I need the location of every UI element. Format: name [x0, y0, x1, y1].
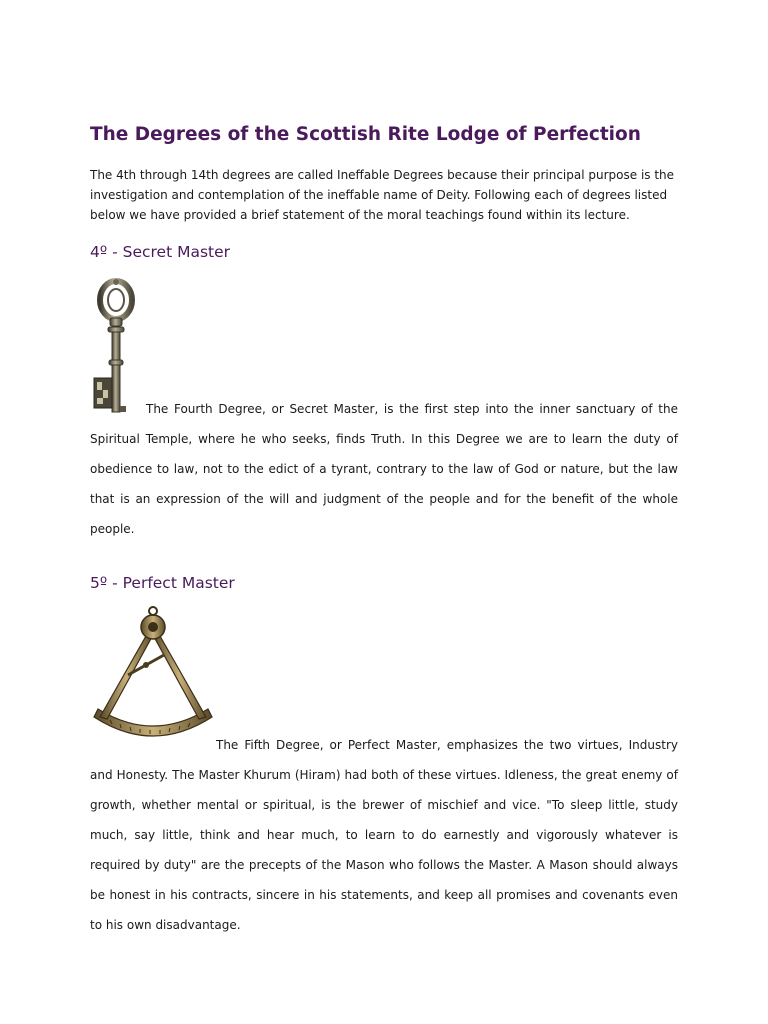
section-secret-master — [90, 278, 678, 544]
intro-paragraph: The 4th through 14th degrees are called Ineffable Degrees because their principal purpose is the investigation and contemplation of the ineffable name of Deity. Following each of degrees listed below we have provided a brief statement of the moral teachings found within its lecture. — [90, 168, 675, 222]
key-icon — [90, 278, 146, 413]
section-perfect-master — [90, 605, 678, 940]
section-heading-secret-master: 4º - Secret Master — [90, 243, 231, 261]
compass-and-arc-icon — [90, 605, 216, 749]
section-perfect-master-text: The Fifth Degree, or Perfect Master, emphasizes the two virtues, Industry and Honesty. The Master Khurum (Hiram) had both of these virtues. Idleness, the great enemy of growth, whether mental or spiritual, is the brewer of mischief and vice. "To sleep little, study much, say little, think and hear much, to learn to do earnestly and vigorously whatever is required by duty" are the precepts of the Mason who follows the Master. A Mason should always be honest in his contracts, sincere in his statements, and keep all promises and covenants even to his own disadvantage. — [90, 738, 678, 932]
page-title: The Degrees of the Scottish Rite Lodge of Perfection — [90, 124, 641, 145]
section-secret-master-text: The Fourth Degree, or Secret Master, is the first step into the inner sanctuary of the Spiritual Temple, where he who seeks, finds Truth. In this Degree we are to learn the duty of obedience to law, not to the edict of a tyrant, contrary to the law of God or nature, but the law that is an expression of the will and judgment of the people and for the benefit of the whole people. — [90, 402, 678, 536]
section-heading-perfect-master: 5º - Perfect Master — [90, 574, 235, 592]
